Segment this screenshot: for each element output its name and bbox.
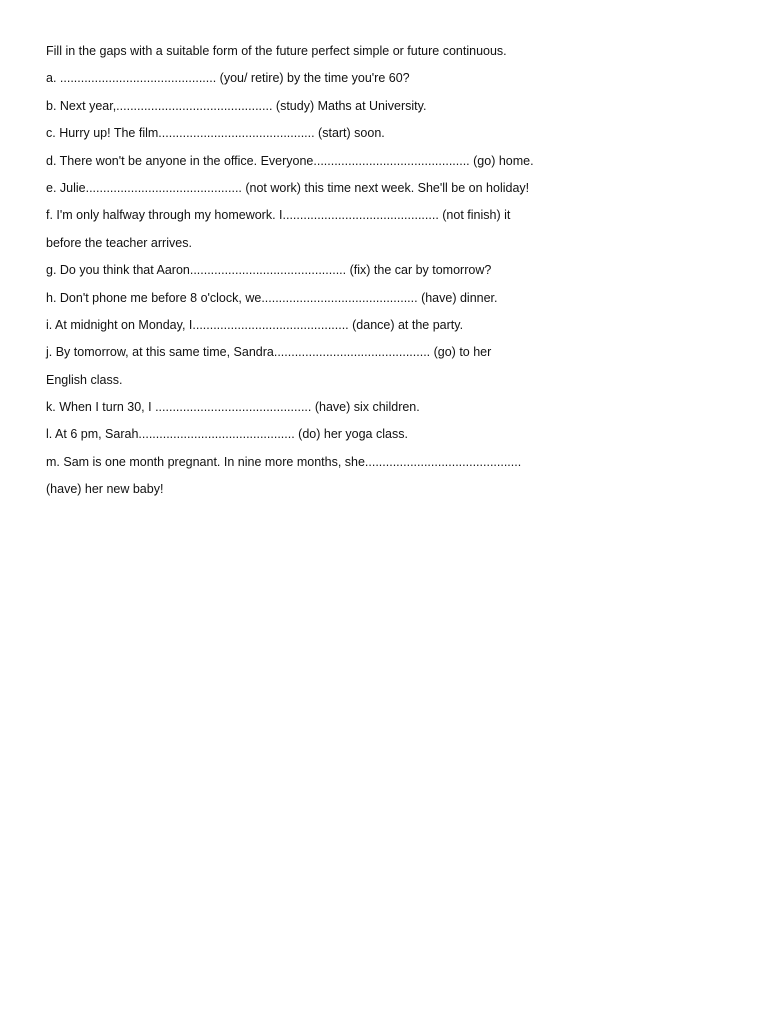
exercise-line-k: k. When I turn 30, I ............................................. (have) six children.	[46, 400, 420, 415]
exercise-line-i: i. At midnight on Monday, I............................................. (dance) at the party.	[46, 317, 464, 332]
exercise-line-j-continued: English class.	[46, 372, 123, 387]
exercise-line-d: d. There won't be anyone in the office. Everyone............................................. (go) home.	[46, 153, 534, 168]
exercise-line-h: h. Don't phone me before 8 o'clock, we............................................. (have) dinner.	[46, 290, 498, 305]
exercise-line-a: a. ............................................. (you/ retire) by the time you're 60?	[46, 71, 410, 86]
exercise-line-f: f. I'm only halfway through my homework. I............................................. (not finish) it	[46, 208, 511, 223]
exercise-line-f-continued: before the teacher arrives.	[46, 235, 192, 250]
exercise-line-l: l. At 6 pm, Sarah............................................. (do) her yoga class.	[46, 427, 408, 442]
exercise-line-m-continued: (have) her new baby!	[46, 482, 164, 497]
exercise-line-c: c. Hurry up! The film............................................. (start) soon.	[46, 126, 385, 141]
exercise-line-g: g. Do you think that Aaron............................................. (fix) the car by tomorrow?	[46, 263, 492, 278]
exercise-text	[46, 40, 566, 506]
exercise-line-e: e. Julie............................................. (not work) this time next week. She'll be on holiday!	[46, 180, 530, 195]
exercise-line-b: b. Next year,............................................. (study) Maths at University.	[46, 98, 427, 113]
exercise-line-j: j. By tomorrow, at this same time, Sandra............................................. (go) to her	[46, 345, 492, 360]
instruction-line: Fill in the gaps with a suitable form of the future perfect simple or future continuous.	[46, 44, 507, 58]
exercise-line-m: m. Sam is one month pregnant. In nine more months, she.............................................	[46, 454, 522, 469]
